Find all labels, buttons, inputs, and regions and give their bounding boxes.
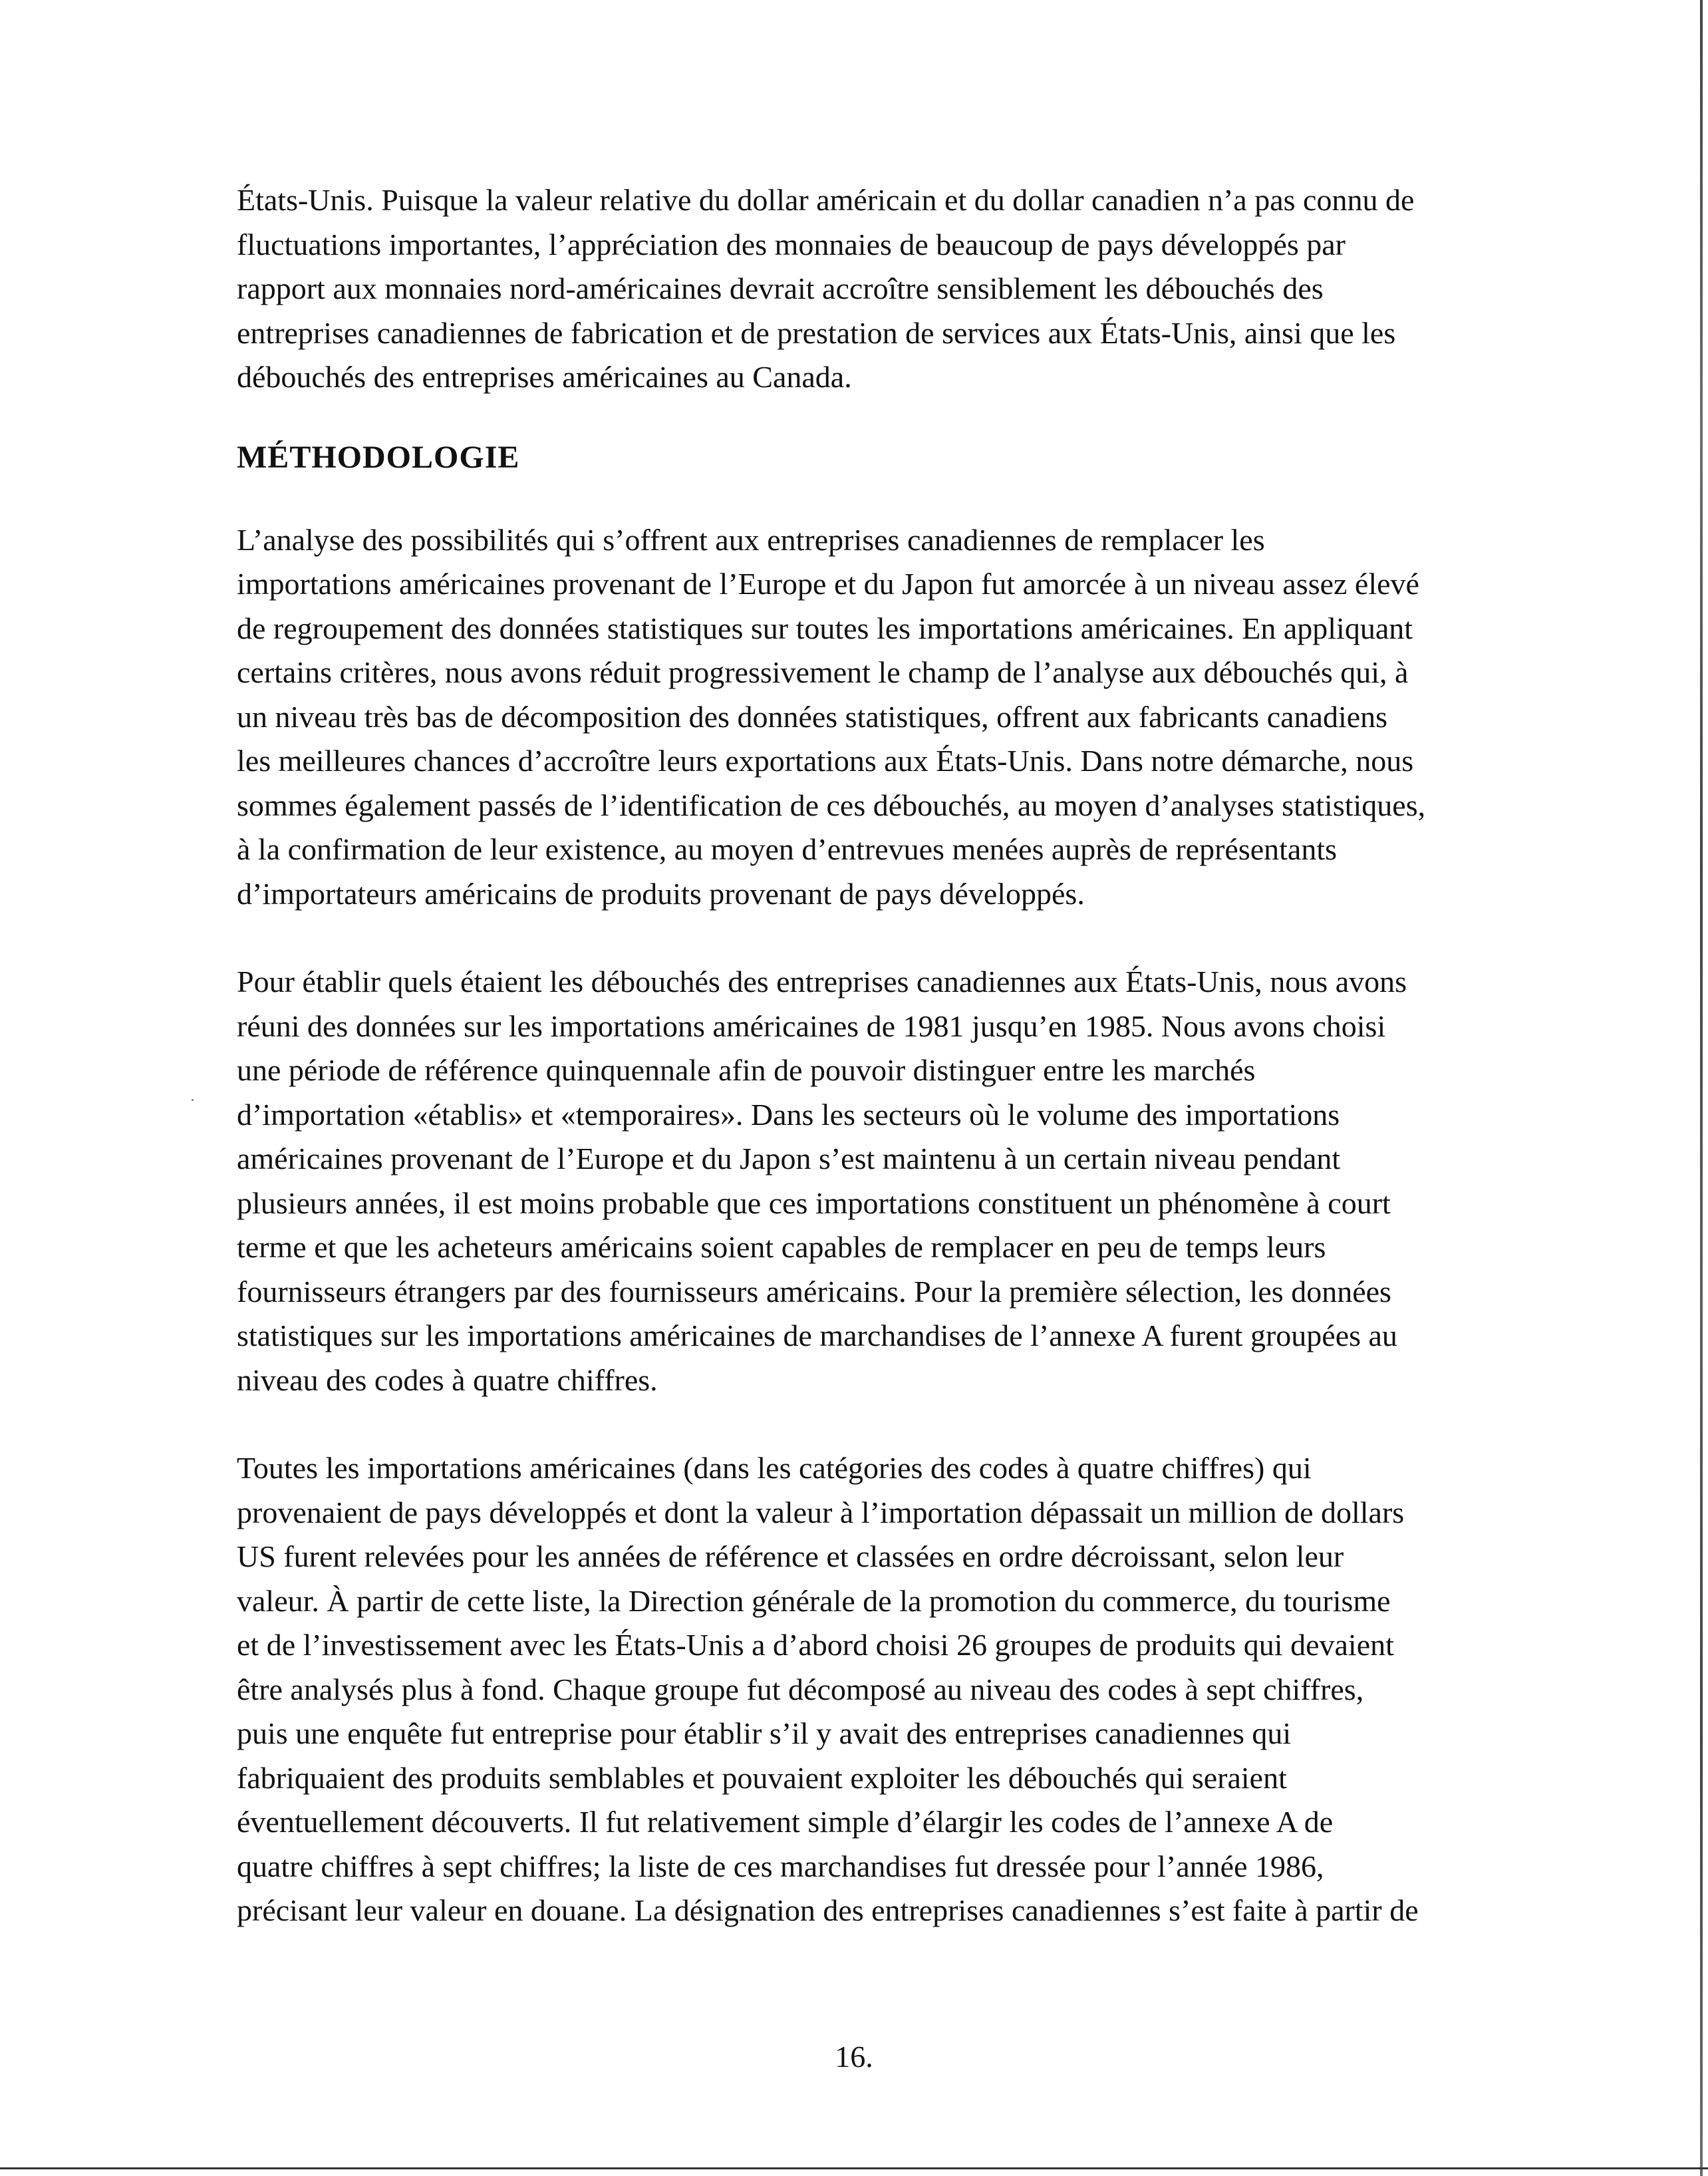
text-line: précisant leur valeur en douane. La désignation des entreprises canadiennes s’est faite à partir de bbox=[237, 1893, 1419, 1927]
paragraph-intro bbox=[237, 178, 1554, 400]
text-line: statistiques sur les importations américaines de marchandises de l’annexe A furent groupées au bbox=[237, 1319, 1397, 1352]
text-line: de regroupement des données statistiques sur toutes les importations américaines. En appliquant bbox=[237, 611, 1413, 645]
text-line: une période de référence quinquennale afin de pouvoir distinguer entre les marchés bbox=[237, 1053, 1256, 1087]
scan-right-edge bbox=[1700, 0, 1703, 2176]
text-line: quatre chiffres à sept chiffres; la liste de ces marchandises fut dressée pour l’année 1986, bbox=[237, 1849, 1324, 1883]
text-line: fluctuations importantes, l’appréciation des monnaies de beaucoup de pays développés par bbox=[237, 227, 1346, 261]
text-line: d’importateurs américains de produits provenant de pays développés. bbox=[237, 876, 1085, 911]
text-line: américaines provenant de l’Europe et du Japon s’est maintenu à un certain niveau pendant bbox=[237, 1142, 1341, 1175]
text-line: réuni des données sur les importations américaines de 1981 jusqu’en 1985. Nous avons choisi bbox=[237, 1009, 1386, 1043]
page-number: 16. bbox=[835, 2040, 873, 2074]
text-line: valeur. À partir de cette liste, la Direction générale de la promotion du commerce, du tourisme bbox=[237, 1583, 1391, 1618]
text-line: plusieurs années, il est moins probable que ces importations constituent un phénomène à court bbox=[237, 1185, 1391, 1220]
text-line: US furent relevées pour les années de référence et classées en ordre décroissant, selon leur bbox=[237, 1539, 1344, 1573]
text-line: un niveau très bas de décomposition des données statistiques, offrent aux fabricants canadiens bbox=[237, 699, 1388, 734]
text-line: les meilleures chances d’accroître leurs exportations aux États-Unis. Dans notre démarche, nous bbox=[237, 744, 1414, 778]
text-line: entreprises canadiennes de fabrication et de prestation de services aux États-Unis, ainsi que les bbox=[237, 315, 1396, 350]
text-line: Pour établir quels étaient les débouchés des entreprises canadiennes aux États-Unis, nous avons bbox=[237, 965, 1407, 999]
scan-bottom-edge bbox=[0, 2167, 1708, 2169]
paragraph-spacer bbox=[237, 916, 1554, 960]
paragraph-spacer bbox=[237, 1402, 1554, 1446]
scan-speck bbox=[192, 1099, 194, 1101]
text-line: être analysés plus à fond. Chaque groupe fut décomposé au niveau des codes à sept chiffres, bbox=[237, 1672, 1364, 1706]
text-line: provenaient de pays développés et dont la valeur à l’importation dépassait un million de dollars bbox=[237, 1495, 1405, 1529]
text-line: à la confirmation de leur existence, au moyen d’entrevues menées auprès de représentants bbox=[237, 832, 1338, 866]
paragraph-analysis bbox=[237, 518, 1554, 917]
text-line: et de l’investissement avec les États-Unis a d’abord choisi 26 groupes de produits qui devaient bbox=[237, 1628, 1394, 1662]
text-line: importations américaines provenant de l’Europe et du Japon fut amorcée à un niveau assez élevé bbox=[237, 567, 1419, 601]
text-line: puis une enquête fut entreprise pour établir s’il y avait des entreprises canadiennes qui bbox=[237, 1716, 1292, 1750]
text-line: fournisseurs étrangers par des fournisseurs américains. Pour la première sélection, les données bbox=[237, 1274, 1391, 1309]
text-line: fabriquaient des produits semblables et pouvaient exploiter les débouchés qui seraient bbox=[237, 1760, 1287, 1795]
text-line: certains critères, nous avons réduit progressivement le champ de l’analyse aux débouchés qui, à bbox=[237, 655, 1409, 689]
paragraph-reference-period bbox=[237, 960, 1554, 1402]
section-heading: MÉTHODOLOGIE bbox=[237, 439, 520, 475]
text-line: L’analyse des possibilités qui s’offrent aux entreprises canadiennes de remplacer les bbox=[237, 522, 1265, 557]
text-line: États-Unis. Puisque la valeur relative du dollar américain et du dollar canadien n’a pas connu de bbox=[237, 183, 1415, 217]
text-line: Toutes les importations américaines (dans les catégories des codes à quatre chiffres) qui bbox=[237, 1451, 1312, 1485]
text-line: sommes également passés de l’identification de ces débouchés, au moyen d’analyses statistiques, bbox=[237, 788, 1426, 822]
paragraph-selection bbox=[237, 1446, 1554, 1933]
text-line: éventuellement découverts. Il fut relativement simple d’élargir les codes de l’annexe A de bbox=[237, 1805, 1334, 1839]
text-line: niveau des codes à quatre chiffres. bbox=[237, 1362, 658, 1397]
text-line: débouchés des entreprises américaines au Canada. bbox=[237, 360, 852, 394]
text-line: rapport aux monnaies nord-américaines devrait accroître sensiblement les débouchés des bbox=[237, 271, 1324, 305]
text-line: d’importation «établis» et «temporaires». Dans les secteurs où le volume des importations bbox=[237, 1097, 1340, 1132]
page-body bbox=[237, 178, 1554, 1933]
text-line: terme et que les acheteurs américains soient capables de remplacer en peu de temps leurs bbox=[237, 1230, 1326, 1264]
